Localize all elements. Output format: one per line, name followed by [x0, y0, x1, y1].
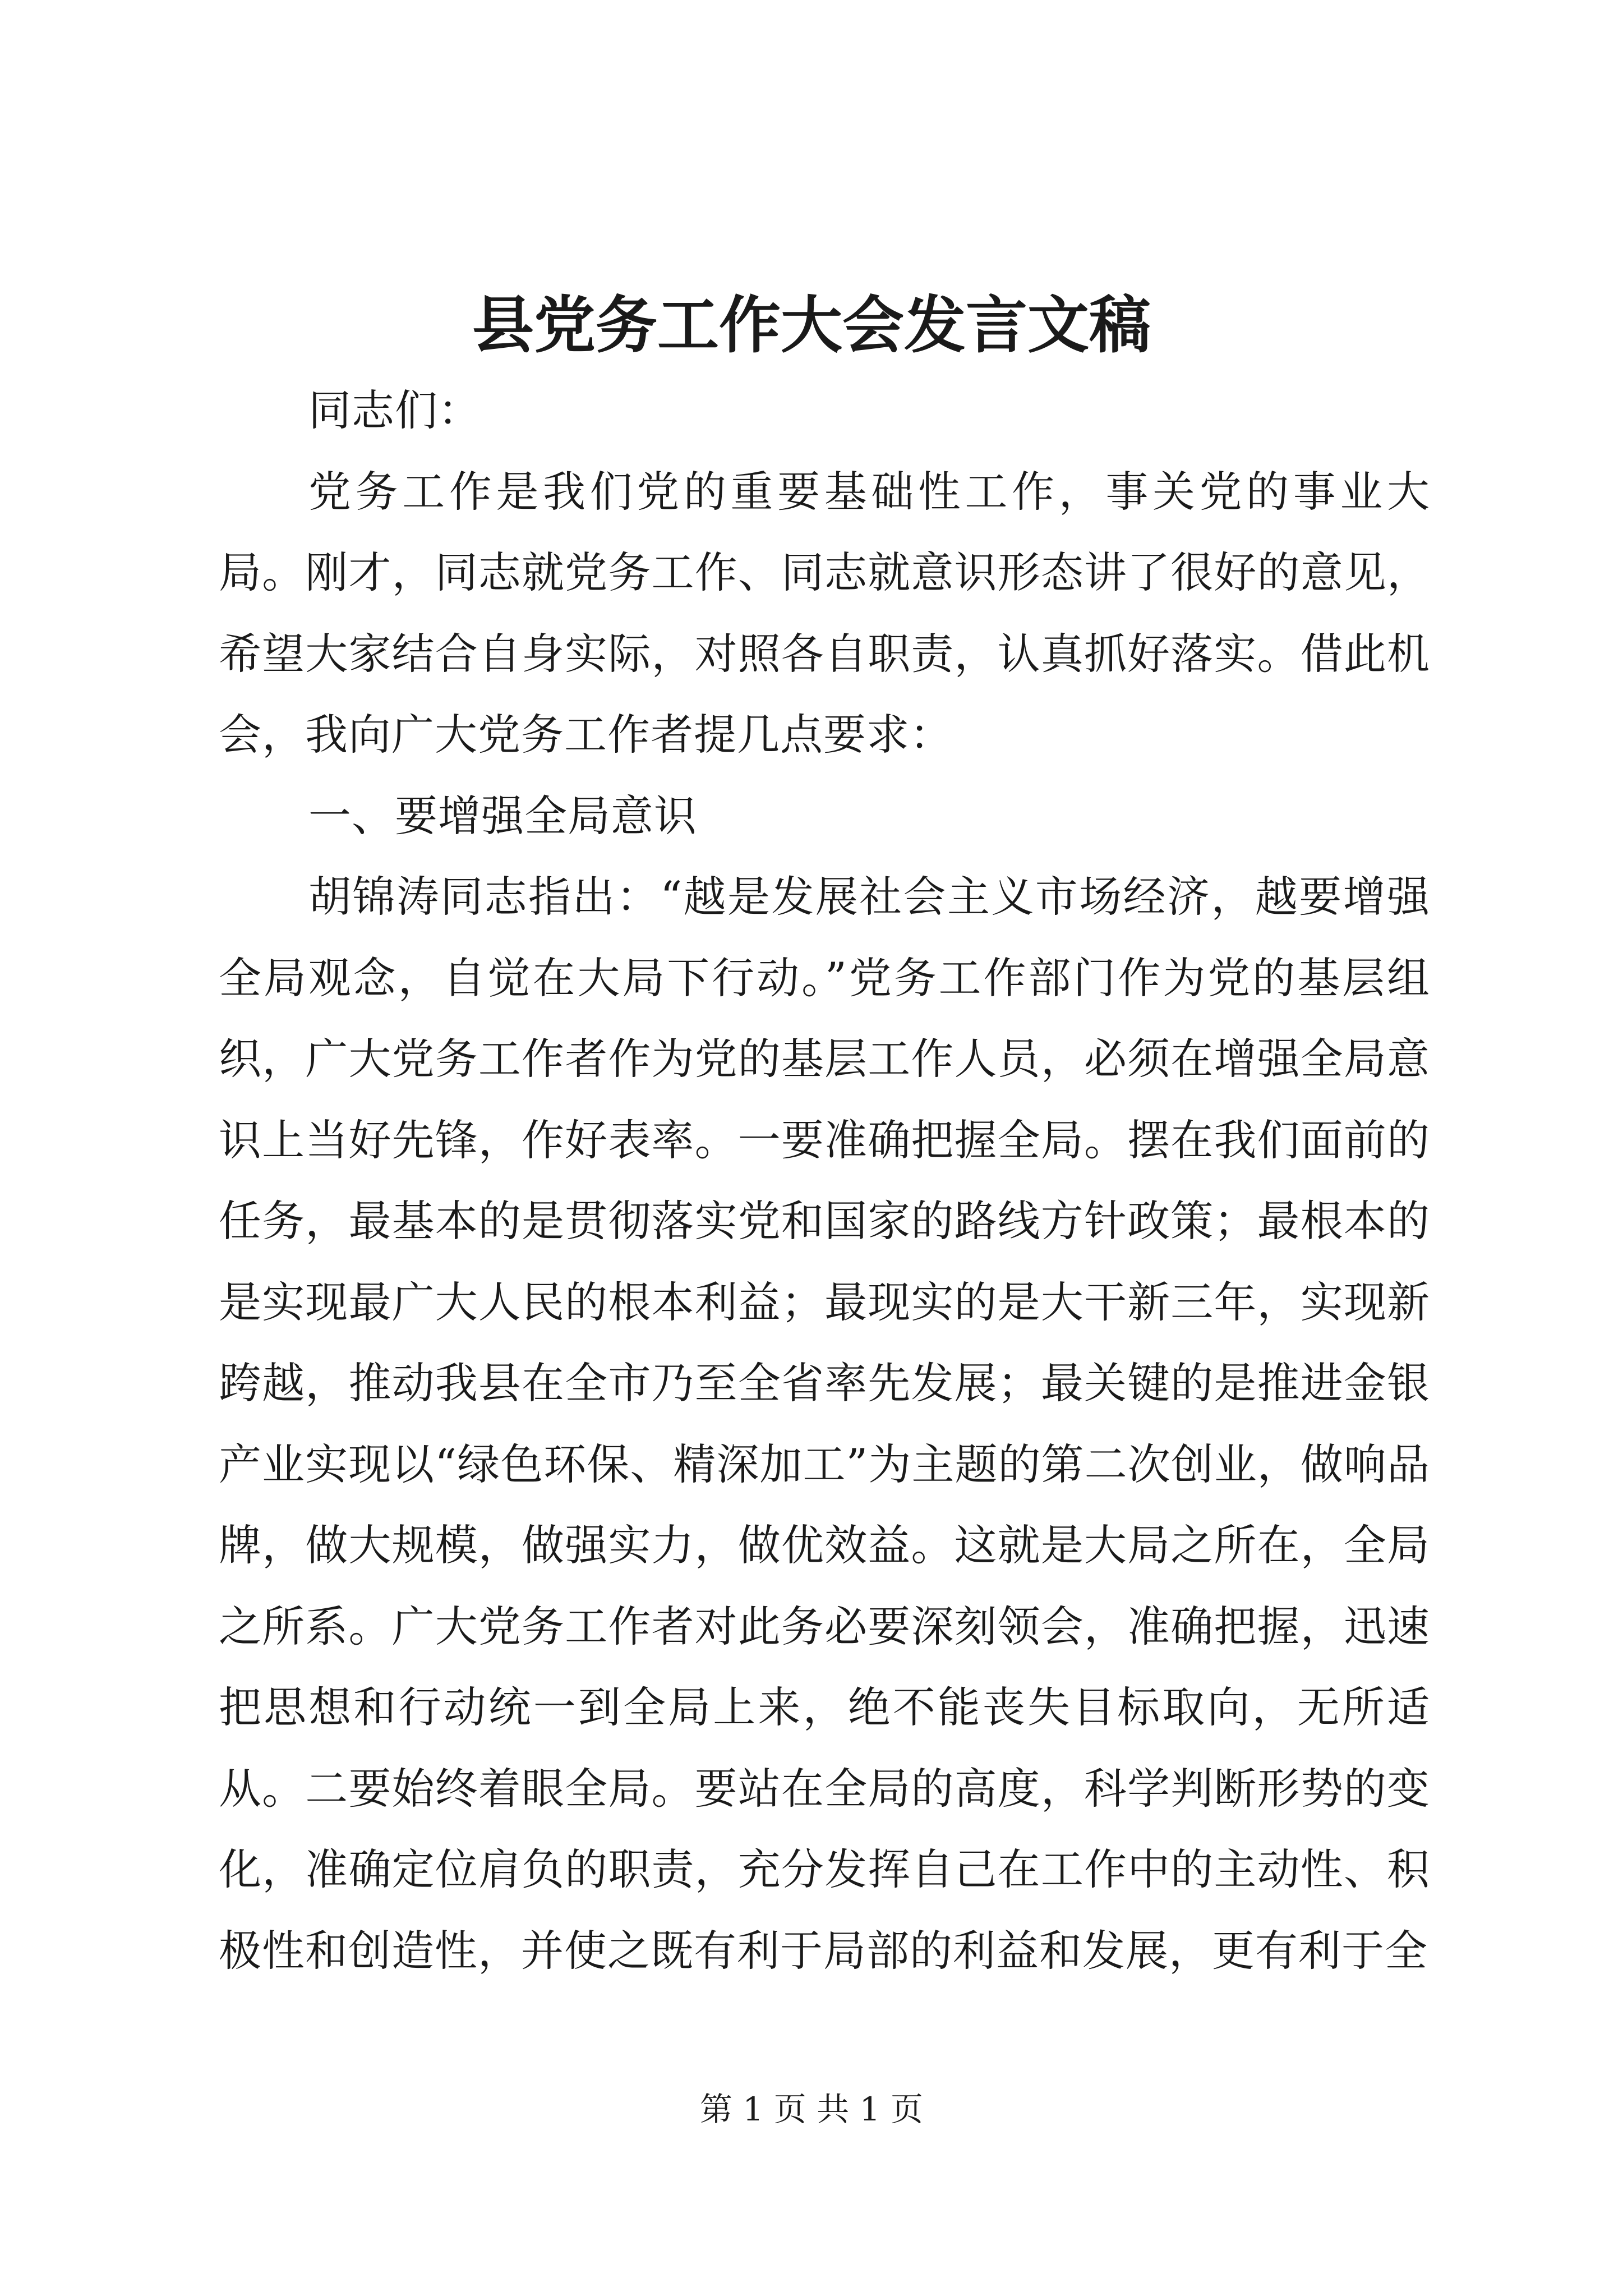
section-heading: 一、要增强全局意识 [308, 790, 697, 841]
document-title: 县党务工作大会发言文稿 [472, 289, 1151, 361]
body-paragraph: 胡锦涛同志指出：“越是发展社会主义市场经济，越要增强全局观念，自觉在大局下行动。”党务工作部门作为党的基层组织，广大党务工作者作为党的基层工作人员，必须在增强全局意识上当好先锋，作好表率。一要准确把握全局。摆在我们面前的任务，最基本的是贯彻落实党和国家的路线方针政策；最根本的是实现最广大人民的根本利益；最现实的是大干新三年，实现新跨越，推动我县在全市乃至全省率先发展；最关键的是推进金银产业实现以“绿色环保、精深加工”为主题的第二次创业，做响品牌，做大规模，做强实力，做优效益。这就是大局之所在，全局之所系。广大党务工作者对此务必要深刻领会，准确把握，迅速把思想和行动统一到全局上来，绝不能丧失目标取向，无所适从。二要始终着眼全局。要站在全局的高度，科学判断形势的变化，准确定位肩负的职责，充分发挥自己在工作中的主动性、积极性和创造性，并使之既有利于局部的利益和发展，更有利于全 [219, 872, 1430, 1976]
page-footer: 第 1 页 共 1 页 [700, 2090, 923, 2128]
salutation: 同志们： [308, 385, 481, 435]
intro-paragraph: 党务工作是我们党的重要基础性工作，事关党的事业大局。刚才，同志就党务工作、同志就意识形态讲了很好的意见，希望大家结合自身实际，对照各自职责，认真抓好落实。借此机会，我向广大党务工作者提几点要求： [219, 466, 1430, 760]
document-body [219, 370, 1430, 1991]
